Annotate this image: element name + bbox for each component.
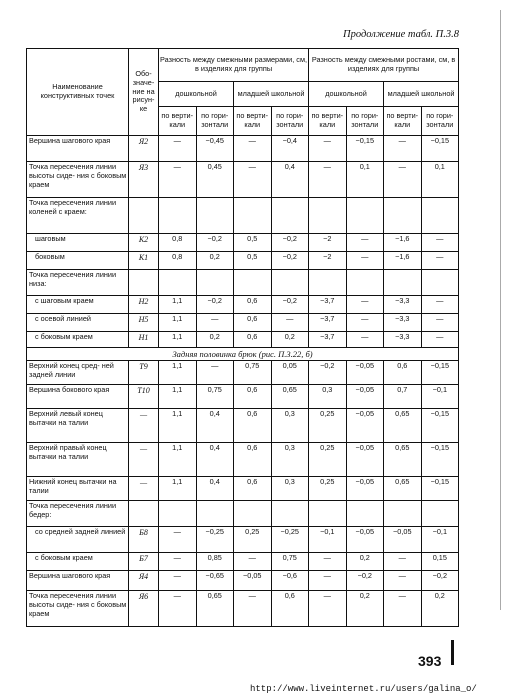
row-name: Верхний левый конец вытачки на талии: [27, 409, 129, 443]
value-cell: —: [421, 332, 459, 348]
value-cell: 0,4: [196, 477, 234, 501]
value-cell: —: [309, 571, 347, 591]
row-symbol: —: [129, 443, 159, 477]
value-cell: —: [384, 591, 422, 627]
table-row: [27, 385, 459, 409]
value-cell: 0,25: [309, 477, 347, 501]
value-cell: 1,1: [159, 314, 197, 332]
value-cell: 0,1: [421, 162, 459, 198]
row-symbol: Я2: [129, 136, 159, 162]
value-cell: [271, 270, 309, 296]
value-cell: —: [384, 571, 422, 591]
row-symbol: Н1: [129, 332, 159, 348]
value-cell: −0,45: [196, 136, 234, 162]
value-cell: −0,05: [346, 477, 384, 501]
row-symbol: Н2: [129, 296, 159, 314]
row-symbol: [129, 198, 159, 234]
row-name: Нижний конец вытачки на талии: [27, 477, 129, 501]
value-cell: 1,1: [159, 409, 197, 443]
value-cell: [309, 198, 347, 234]
row-name: с шаговым краем: [27, 296, 129, 314]
value-cell: −0,05: [346, 527, 384, 553]
value-cell: −0,15: [421, 477, 459, 501]
row-name: Вершина шагового края: [27, 136, 129, 162]
header-group-heights: Разность между смежными ростами, см, в изделиях для группы: [309, 49, 459, 82]
value-cell: −3,3: [384, 314, 422, 332]
value-cell: −0,15: [421, 136, 459, 162]
source-url: http://www.liveinternet.ru/users/galina_o/: [250, 684, 477, 694]
value-cell: —: [421, 314, 459, 332]
row-name: Точка пересечения линии высоты сиде- ния с боковым краем: [27, 591, 129, 627]
value-cell: [346, 270, 384, 296]
value-cell: —: [346, 252, 384, 270]
value-cell: 0,2: [196, 332, 234, 348]
value-cell: 1,1: [159, 385, 197, 409]
value-cell: —: [384, 553, 422, 571]
table-row: [27, 234, 459, 252]
value-cell: 0,4: [196, 443, 234, 477]
table-row: [27, 477, 459, 501]
value-cell: —: [346, 296, 384, 314]
header-vertical: по верти- кали: [384, 107, 422, 136]
value-cell: —: [346, 234, 384, 252]
value-cell: 0,4: [196, 409, 234, 443]
value-cell: −1,6: [384, 252, 422, 270]
value-cell: −0,6: [271, 571, 309, 591]
row-name: с боковым краем: [27, 332, 129, 348]
value-cell: −0,1: [309, 527, 347, 553]
value-cell: —: [196, 314, 234, 332]
table-row: [27, 314, 459, 332]
row-name: Вершина шагового края: [27, 571, 129, 591]
value-cell: [196, 198, 234, 234]
value-cell: −0,25: [271, 527, 309, 553]
value-cell: −0,65: [196, 571, 234, 591]
value-cell: —: [159, 527, 197, 553]
value-cell: [384, 198, 422, 234]
value-cell: [421, 270, 459, 296]
value-cell: —: [421, 296, 459, 314]
value-cell: 1,1: [159, 477, 197, 501]
table-row: [27, 527, 459, 553]
value-cell: 0,3: [271, 409, 309, 443]
value-cell: −0,2: [196, 234, 234, 252]
data-table: [26, 48, 459, 627]
header-junior: младшей школьной: [234, 82, 309, 107]
table-caption: Продолжение табл. П.3.8: [343, 29, 459, 40]
table-row: [27, 136, 459, 162]
value-cell: —: [159, 553, 197, 571]
row-name: Верхний конец сред- ней задней линии: [27, 361, 129, 385]
value-cell: [384, 501, 422, 527]
page-number: 393: [418, 653, 442, 669]
value-cell: −0,05: [346, 443, 384, 477]
value-cell: 0,6: [234, 314, 272, 332]
value-cell: −0,15: [346, 136, 384, 162]
table-row: [27, 409, 459, 443]
value-cell: 0,8: [159, 234, 197, 252]
row-symbol: К1: [129, 252, 159, 270]
value-cell: 0,65: [196, 591, 234, 627]
value-cell: −3,3: [384, 296, 422, 314]
row-symbol: Н5: [129, 314, 159, 332]
value-cell: —: [234, 136, 272, 162]
value-cell: 0,75: [234, 361, 272, 385]
value-cell: 0,6: [234, 477, 272, 501]
value-cell: —: [234, 553, 272, 571]
value-cell: 0,4: [271, 162, 309, 198]
value-cell: [309, 270, 347, 296]
header-symbol: Обо- значе- ние на рисун- ке: [129, 49, 159, 136]
header-name: Наименование конструктивных точек: [27, 49, 129, 136]
value-cell: −0,1: [421, 527, 459, 553]
row-symbol: Т10: [129, 385, 159, 409]
row-name: шаговым: [27, 234, 129, 252]
value-cell: 0,6: [384, 361, 422, 385]
value-cell: −0,25: [196, 527, 234, 553]
value-cell: 0,25: [234, 527, 272, 553]
header-horizontal: по гори- зонтали: [271, 107, 309, 136]
value-cell: −0,05: [346, 385, 384, 409]
value-cell: 0,3: [271, 477, 309, 501]
value-cell: −0,1: [421, 385, 459, 409]
header-preschool: дошкольной: [159, 82, 234, 107]
row-name: боковым: [27, 252, 129, 270]
header-horizontal: по гори- зонтали: [421, 107, 459, 136]
table-row: [27, 553, 459, 571]
value-cell: −0,2: [196, 296, 234, 314]
header-vertical: по верти- кали: [309, 107, 347, 136]
value-cell: 1,1: [159, 296, 197, 314]
value-cell: —: [159, 591, 197, 627]
table-row: [27, 591, 459, 627]
value-cell: —: [384, 136, 422, 162]
value-cell: —: [234, 591, 272, 627]
row-symbol: —: [129, 409, 159, 443]
value-cell: [271, 198, 309, 234]
row-symbol: Б8: [129, 527, 159, 553]
value-cell: [234, 198, 272, 234]
value-cell: 0,75: [196, 385, 234, 409]
value-cell: 0,1: [346, 162, 384, 198]
value-cell: —: [159, 162, 197, 198]
table-row: [27, 501, 459, 527]
value-cell: —: [159, 136, 197, 162]
value-cell: 0,8: [159, 252, 197, 270]
value-cell: −0,2: [346, 571, 384, 591]
value-cell: —: [271, 314, 309, 332]
value-cell: −0,2: [271, 252, 309, 270]
value-cell: −0,4: [271, 136, 309, 162]
value-cell: 0,6: [234, 385, 272, 409]
row-symbol: [129, 501, 159, 527]
value-cell: —: [421, 252, 459, 270]
value-cell: —: [309, 136, 347, 162]
table-row: [27, 270, 459, 296]
value-cell: [271, 501, 309, 527]
value-cell: −1,6: [384, 234, 422, 252]
value-cell: —: [384, 162, 422, 198]
value-cell: 1,1: [159, 332, 197, 348]
value-cell: −0,05: [384, 527, 422, 553]
value-cell: —: [421, 234, 459, 252]
row-symbol: К2: [129, 234, 159, 252]
value-cell: −0,05: [346, 409, 384, 443]
row-symbol: Т9: [129, 361, 159, 385]
value-cell: —: [309, 162, 347, 198]
value-cell: 0,45: [196, 162, 234, 198]
value-cell: 1,1: [159, 443, 197, 477]
value-cell: −0,2: [271, 296, 309, 314]
value-cell: —: [346, 332, 384, 348]
table-row: [27, 571, 459, 591]
header-group-sizes: Разность между смежными размерами, см, в изделиях для группы: [159, 49, 309, 82]
value-cell: 0,5: [234, 252, 272, 270]
value-cell: 0,7: [384, 385, 422, 409]
value-cell: 0,5: [234, 234, 272, 252]
value-cell: —: [234, 162, 272, 198]
row-name: Точка пересечения линии бедер:: [27, 501, 129, 527]
row-name: со средней задней линией: [27, 527, 129, 553]
value-cell: −0,2: [271, 234, 309, 252]
row-symbol: —: [129, 477, 159, 501]
table-row: [27, 443, 459, 477]
section-title: Задняя половинка брюк (рис. П.3.22, б): [27, 348, 459, 361]
value-cell: [196, 501, 234, 527]
value-cell: —: [159, 571, 197, 591]
value-cell: 0,15: [421, 553, 459, 571]
value-cell: −0,15: [421, 361, 459, 385]
page-edge: [500, 10, 501, 610]
header-preschool: дошкольной: [309, 82, 384, 107]
value-cell: 0,25: [309, 409, 347, 443]
value-cell: −0,2: [309, 361, 347, 385]
value-cell: −3,3: [384, 332, 422, 348]
value-cell: [421, 198, 459, 234]
value-cell: 0,65: [384, 443, 422, 477]
table-row: [27, 162, 459, 198]
row-name: Точка пересечения линии низа:: [27, 270, 129, 296]
value-cell: 0,6: [271, 591, 309, 627]
value-cell: −3,7: [309, 332, 347, 348]
value-cell: [309, 501, 347, 527]
value-cell: [384, 270, 422, 296]
row-symbol: [129, 270, 159, 296]
value-cell: 0,2: [271, 332, 309, 348]
page-bar: [451, 640, 454, 665]
value-cell: 0,65: [271, 385, 309, 409]
value-cell: [196, 270, 234, 296]
value-cell: [159, 501, 197, 527]
header-junior: младшей школьной: [384, 82, 459, 107]
value-cell: 0,2: [196, 252, 234, 270]
header-horizontal: по гори- зонтали: [196, 107, 234, 136]
table-row: [27, 361, 459, 385]
row-name: с боковым краем: [27, 553, 129, 571]
row-name: Вершина бокового края: [27, 385, 129, 409]
value-cell: −0,05: [346, 361, 384, 385]
value-cell: 0,65: [384, 477, 422, 501]
value-cell: [234, 501, 272, 527]
value-cell: —: [309, 553, 347, 571]
value-cell: [421, 501, 459, 527]
row-name: Точка пересечения линии коленей с краем:: [27, 198, 129, 234]
row-name: с осевой линией: [27, 314, 129, 332]
value-cell: −0,05: [234, 571, 272, 591]
value-cell: [346, 198, 384, 234]
value-cell: 1,1: [159, 361, 197, 385]
value-cell: 0,6: [234, 332, 272, 348]
value-cell: 0,6: [234, 443, 272, 477]
row-symbol: Я6: [129, 591, 159, 627]
table-row: [27, 198, 459, 234]
row-symbol: Я3: [129, 162, 159, 198]
header-vertical: по верти- кали: [159, 107, 197, 136]
value-cell: −0,15: [421, 443, 459, 477]
header-vertical: по верти- кали: [234, 107, 272, 136]
value-cell: 0,3: [271, 443, 309, 477]
value-cell: −2: [309, 252, 347, 270]
value-cell: −0,15: [421, 409, 459, 443]
value-cell: −0,2: [421, 571, 459, 591]
value-cell: —: [196, 361, 234, 385]
row-symbol: Я4: [129, 571, 159, 591]
value-cell: 0,3: [309, 385, 347, 409]
value-cell: 0,05: [271, 361, 309, 385]
row-name: Точка пересечения линии высоты сиде- ния с боковым краем: [27, 162, 129, 198]
value-cell: 0,6: [234, 409, 272, 443]
header-horizontal: по гори- зонтали: [346, 107, 384, 136]
value-cell: 0,85: [196, 553, 234, 571]
table-row: [27, 296, 459, 314]
value-cell: [159, 270, 197, 296]
value-cell: [234, 270, 272, 296]
value-cell: −3,7: [309, 296, 347, 314]
table-row: [27, 252, 459, 270]
row-symbol: Б7: [129, 553, 159, 571]
value-cell: 0,65: [384, 409, 422, 443]
row-name: Верхний правый конец вытачки на талии: [27, 443, 129, 477]
value-cell: [159, 198, 197, 234]
table-row: [27, 332, 459, 348]
value-cell: 0,2: [346, 591, 384, 627]
value-cell: 0,25: [309, 443, 347, 477]
value-cell: [346, 501, 384, 527]
value-cell: —: [346, 314, 384, 332]
value-cell: 0,6: [234, 296, 272, 314]
value-cell: −2: [309, 234, 347, 252]
value-cell: 0,2: [346, 553, 384, 571]
value-cell: 0,75: [271, 553, 309, 571]
value-cell: —: [309, 591, 347, 627]
value-cell: −3,7: [309, 314, 347, 332]
value-cell: 0,2: [421, 591, 459, 627]
